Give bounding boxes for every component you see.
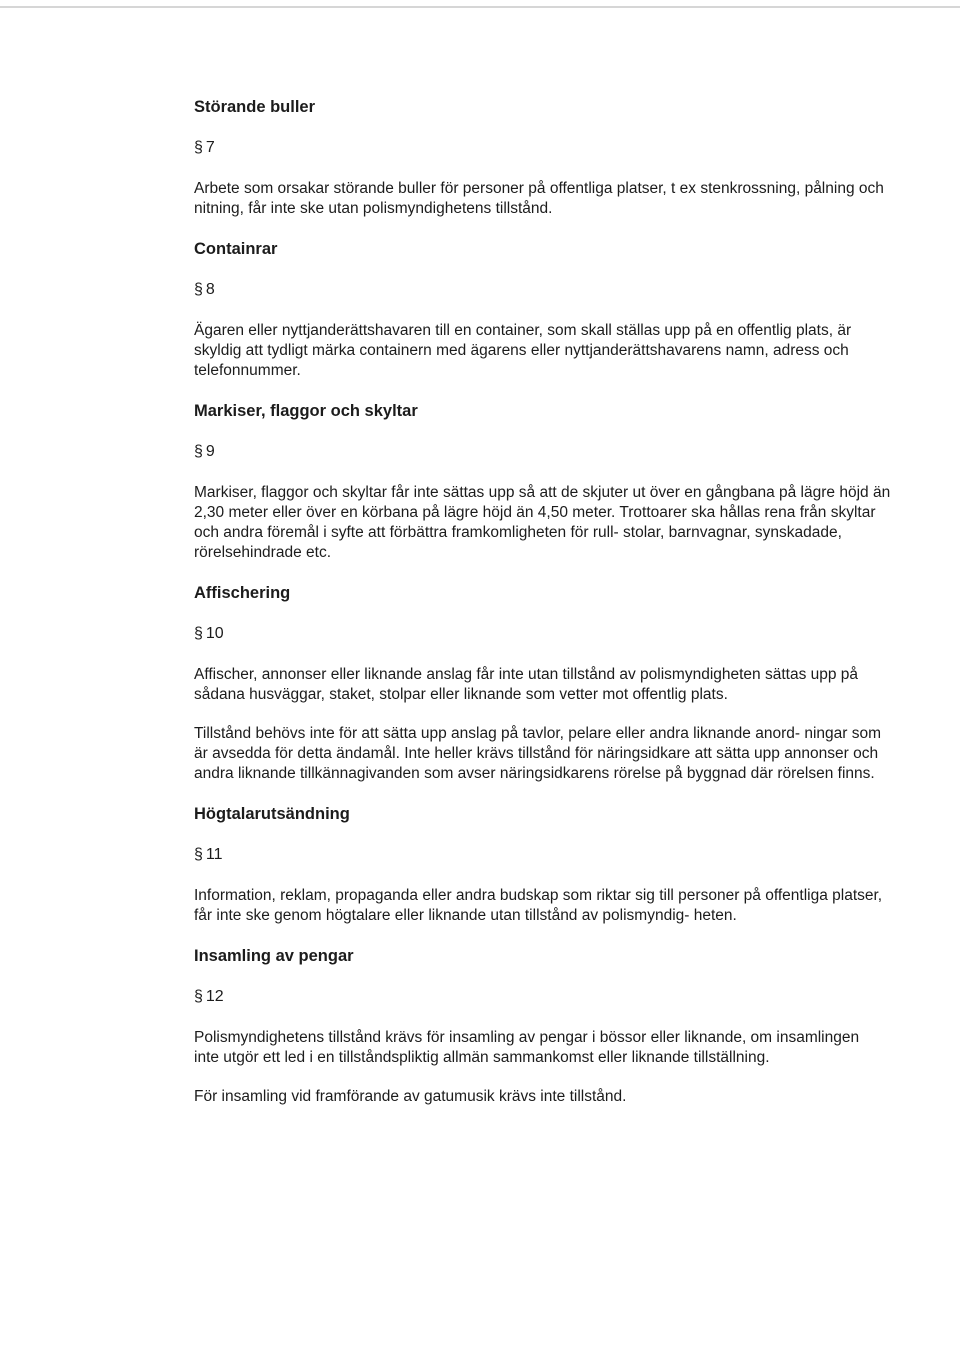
section-sign: §: [194, 139, 203, 156]
section-heading: Störande buller: [194, 98, 316, 116]
paragraph-number: [194, 442, 904, 462]
paragraph-text: Markiser, flaggor och skyltar får inte sättas upp så att de skjuter ut över en gångbana på lägre höjd än 2,30 meter eller över en körbana på lägre höjd än 4,50 meter. Trottoarer ska hållas rena från skyltar och andra föremål i syfte att förbättra framkomligheten för rull- stolar, barnvagnar, synskadade, rörelsehindrade etc.: [194, 484, 891, 561]
paragraph-text: Polismyndighetens tillstånd krävs för insamling av pengar i bössor eller liknande, om insamlingen inte utgör ett led i en tillståndspliktig allmän sammankomst eller liknande tillställning.: [194, 1029, 860, 1066]
paragraph-number-value: 10: [205, 625, 224, 642]
section-heading: Containrar: [194, 240, 278, 258]
section-hogtalarutsandning: [194, 803, 904, 926]
scan-top-rule: [0, 6, 960, 8]
section-heading: Affischering: [194, 584, 291, 602]
paragraph-text: För insamling vid framförande av gatumusik krävs inte tillstånd.: [194, 1088, 627, 1105]
section-sign: §: [194, 281, 203, 298]
section-sign: §: [194, 988, 203, 1005]
paragraph-text: Tillstånd behövs inte för att sätta upp anslag på tavlor, pelare eller andra liknande anord- ningar som är avsedda för detta ändamål. Inte heller krävs tillstånd för näringsidkare att sätta upp annonser och andra liknande tillkännagivanden som avser näringsidkarens rörelse på byggnad där rörelsen finns.: [194, 725, 882, 782]
section-affischering: [194, 582, 904, 784]
paragraph-number-value: 11: [205, 846, 223, 863]
section-insamling-av-pengar: [194, 945, 904, 1107]
paragraph-number: [194, 845, 904, 865]
paragraph-text: Affischer, annonser eller liknande anslag får inte utan tillstånd av polismyndigheten sättas upp på sådana husväggar, staket, stolpar eller liknande som vetter mot offentlig plats.: [194, 666, 859, 703]
section-sign: §: [194, 846, 203, 863]
section-heading: Högtalarutsändning: [194, 805, 350, 823]
paragraph-number-value: 7: [205, 139, 215, 156]
paragraph-text: Ägaren eller nyttjanderättshavaren till en container, som skall ställas upp på en offentlig plats, är skyldig att tydligt märka containern med ägarens eller nyttjanderättshavarens namn, adress och telefonnummer.: [194, 322, 852, 379]
paragraph-number: [194, 987, 904, 1007]
paragraph-text: Arbete som orsakar störande buller för personer på offentliga platser, t ex stenkrossning, pålning och nitning, får inte ske utan polismyndighetens tillstånd.: [194, 180, 884, 217]
section-storande-buller: [194, 96, 904, 219]
paragraph-number: [194, 624, 904, 644]
section-heading: Markiser, flaggor och skyltar: [194, 402, 418, 420]
section-heading: Insamling av pengar: [194, 947, 354, 965]
paragraph-number-value: 9: [205, 443, 215, 460]
paragraph-number: [194, 138, 904, 158]
section-markiser-flaggor-skyltar: [194, 400, 904, 563]
section-sign: §: [194, 625, 203, 642]
section-containrar: [194, 238, 904, 381]
paragraph-number-value: 12: [205, 988, 224, 1005]
section-sign: §: [194, 443, 203, 460]
paragraph-number: [194, 280, 904, 300]
document-body: [194, 96, 904, 1107]
paragraph-number-value: 8: [205, 281, 215, 298]
paragraph-text: Information, reklam, propaganda eller andra budskap som riktar sig till personer på offentliga platser, får inte ske genom högtalare eller liknande utan tillstånd av polismyndig- heten.: [194, 887, 883, 924]
